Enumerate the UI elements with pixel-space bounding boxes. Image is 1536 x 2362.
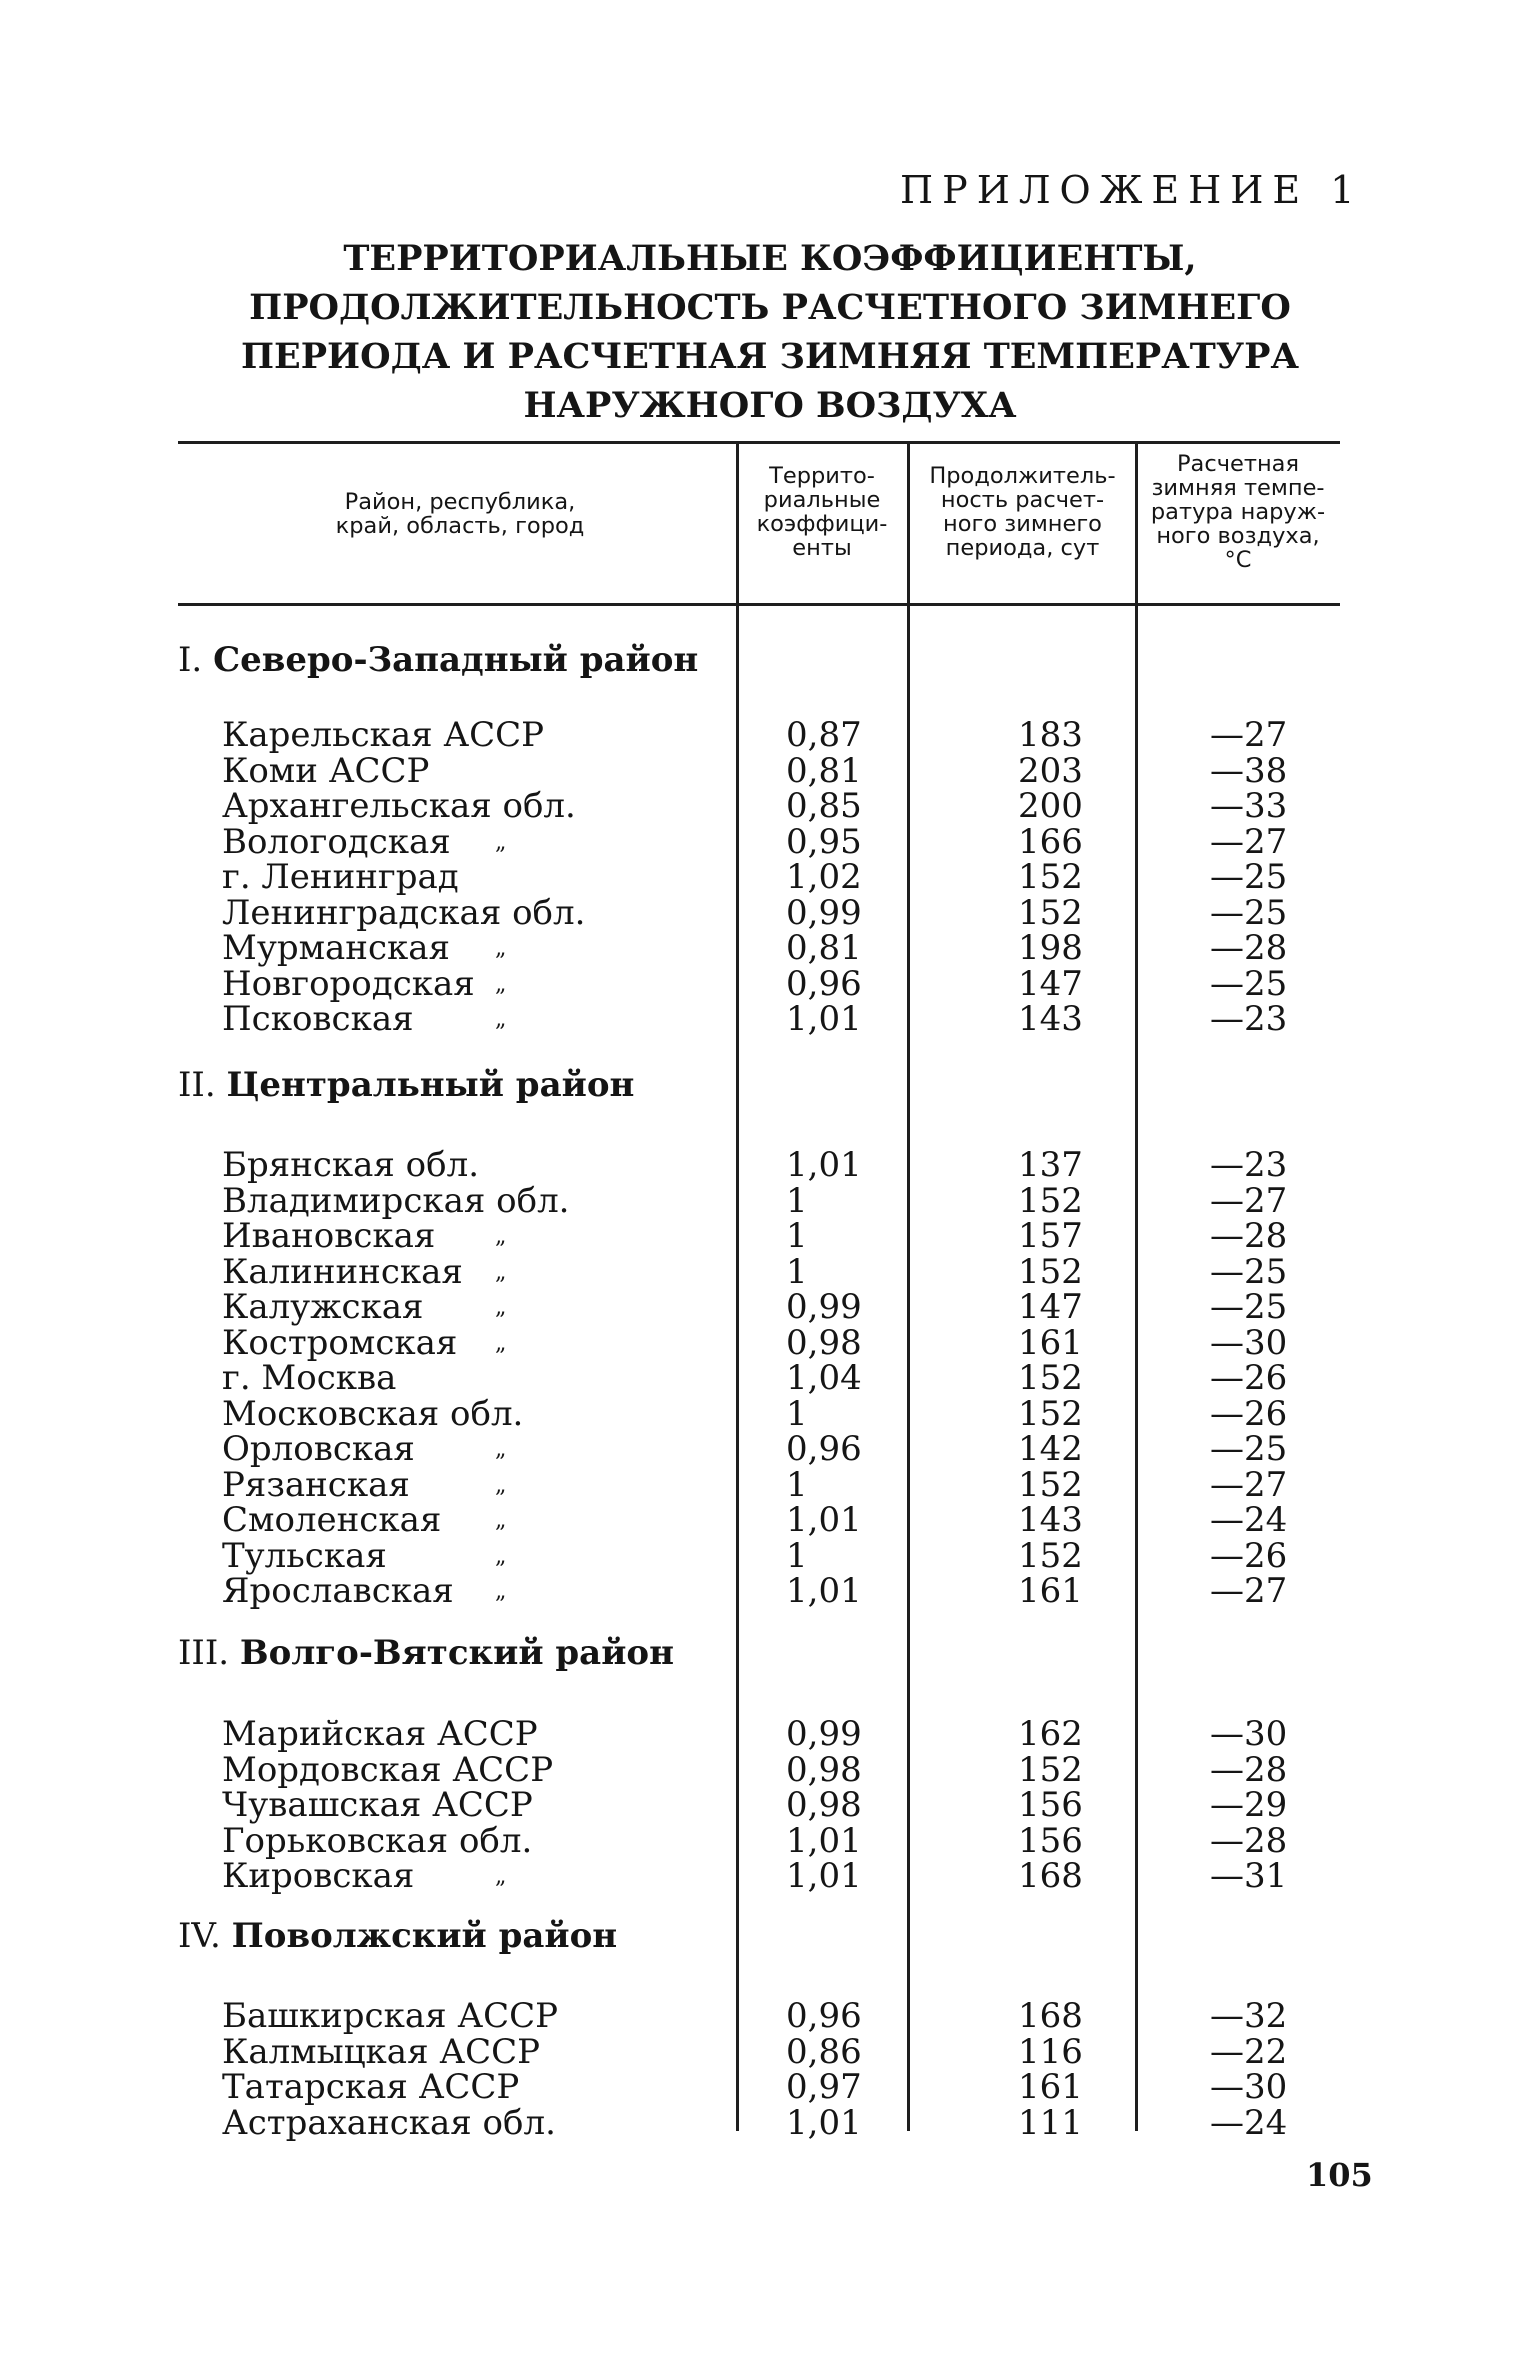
- page-title: [170, 234, 1370, 430]
- temperature-cell: —30: [1210, 1714, 1288, 1754]
- temperature-cell: —33: [1210, 786, 1288, 826]
- coefficient-cell: 0,81: [786, 928, 862, 968]
- table-row: Карельская АССР 0,87 183 —27: [222, 715, 1288, 755]
- region-name-cell: Ленинградская обл.: [222, 892, 586, 933]
- region-name-cell: Псковская: [222, 999, 414, 1039]
- temperature-cell: —27: [1210, 1571, 1288, 1611]
- coefficient-cell: 1,01: [786, 1500, 862, 1540]
- region-name-cell: Ярославская: [222, 1571, 454, 1611]
- temperature-cell: —38: [1210, 750, 1288, 791]
- table-row: Ивановская „ 1 157 —28: [222, 1216, 1288, 1256]
- region-name-cell: Московская обл.: [222, 1393, 524, 1434]
- region-name-cell: Марийская АССР: [222, 1714, 538, 1754]
- section-name: Поволжский район: [231, 1916, 618, 1956]
- temperature-cell: —26: [1210, 1535, 1288, 1576]
- temperature-cell: —28: [1210, 1820, 1288, 1861]
- table-row: Вологодская „ 0,95 166 —27: [222, 821, 1288, 862]
- region-name-cell: Татарская АССР: [222, 2067, 520, 2107]
- section-name: Волго-Вятский район: [239, 1633, 674, 1673]
- temperature-cell: —25: [1210, 1287, 1288, 1327]
- title-line: НАРУЖНОГО ВОЗДУХА: [523, 385, 1017, 426]
- coefficient-cell: 0,85: [786, 786, 862, 826]
- ditto-mark: „: [495, 936, 507, 961]
- coefficient-cell: 1: [786, 1535, 808, 1576]
- table-row: Брянская обл. 1,01 137 —23: [222, 1145, 1288, 1185]
- ditto-mark: „: [495, 1224, 507, 1249]
- coefficient-cell: 0,81: [786, 750, 862, 791]
- ditto-mark: „: [495, 1259, 507, 1285]
- table-row: Кировская „ 1,01 168 —31: [222, 1856, 1288, 1896]
- coefficient-cell: 0,86: [786, 2031, 862, 2072]
- temperature-cell: —31: [1210, 1856, 1288, 1896]
- coefficient-cell: 0,96: [786, 1429, 862, 1469]
- region-name-cell: Владимирская обл.: [222, 1180, 570, 1221]
- temperature-cell: —25: [1210, 857, 1288, 897]
- temperature-cell: —28: [1210, 928, 1288, 968]
- table-row: Орловская „ 0,96 142 —25: [222, 1429, 1288, 1469]
- coefficient-cell: 0,98: [786, 1322, 862, 1363]
- temperature-cell: —26: [1210, 1358, 1288, 1398]
- region-name-cell: Ивановская: [222, 1216, 436, 1256]
- table-row: г. Москва 1,04 152 —26: [222, 1358, 1288, 1398]
- temperature-cell: —25: [1210, 1251, 1288, 1292]
- table-header-rule: [178, 603, 1340, 606]
- table-row: Московская обл. 1 152 —26: [222, 1393, 1288, 1434]
- temperature-cell: —27: [1210, 715, 1288, 755]
- temperature-cell: —24: [1210, 2102, 1288, 2143]
- table-row: Мордовская АССР 0,98 152 —28: [222, 1749, 1288, 1790]
- section-name: Центральный район: [226, 1065, 635, 1105]
- temperature-cell: —22: [1210, 2031, 1288, 2072]
- coefficient-cell: 0,99: [786, 1714, 862, 1754]
- page-number: 105: [1306, 2156, 1373, 2194]
- temperature-cell: —25: [1210, 1429, 1288, 1469]
- table-row: Архангельская обл. 0,85 200 —33: [222, 786, 1288, 826]
- table-row: Башкирская АССР 0,96 168 —32: [222, 1996, 1288, 2036]
- coefficient-cell: 1,01: [786, 1145, 862, 1185]
- temperature-cell: —24: [1210, 1500, 1288, 1540]
- coefficient-cell: 1,01: [786, 999, 862, 1039]
- table-row: Калужская „ 0,99 147 —25: [222, 1287, 1288, 1327]
- region-name-cell: Коми АССР: [222, 750, 430, 791]
- coefficient-cell: 1: [786, 1464, 808, 1505]
- region-name-cell: Вологодская: [222, 821, 451, 862]
- table-row: Костромская „ 0,98 161 —30: [222, 1322, 1288, 1363]
- ditto-mark: „: [495, 1472, 507, 1498]
- region-name-cell: Тульская: [222, 1535, 387, 1576]
- region-name-cell: Кировская: [222, 1856, 415, 1896]
- table-row: Марийская АССР 0,99 162 —30: [222, 1714, 1288, 1754]
- table-row: Калининская „ 1 152 —25: [222, 1251, 1288, 1292]
- temperature-cell: —23: [1210, 1145, 1288, 1185]
- region-name-cell: Смоленская: [222, 1500, 442, 1540]
- table-row: Владимирская обл. 1 152 —27: [222, 1180, 1288, 1221]
- region-name-cell: Костромская: [222, 1322, 458, 1363]
- table-row: Новгородская „ 0,96 147 —25: [222, 963, 1288, 1004]
- temperature-cell: —30: [1210, 1322, 1288, 1363]
- header-duration: Продолжитель- ность расчет- ного зимнего периода, сут: [929, 463, 1116, 561]
- section-number: I.: [178, 640, 203, 680]
- header-region: Район, республика, край, область, город: [335, 489, 585, 539]
- region-name-cell: Калужская: [222, 1287, 424, 1327]
- region-name-cell: Брянская обл.: [222, 1145, 480, 1185]
- temperature-cell: —25: [1210, 892, 1288, 933]
- section-heading: [178, 1916, 617, 1956]
- section-number: III.: [178, 1633, 230, 1673]
- coefficient-cell: 0,98: [786, 1749, 862, 1790]
- temperature-cell: —23: [1210, 999, 1288, 1039]
- temperature-cell: —27: [1210, 1180, 1288, 1221]
- coefficient-cell: 1: [786, 1216, 808, 1256]
- region-name-cell: Мурманская: [222, 928, 450, 968]
- region-name-cell: г. Ленинград: [222, 857, 459, 897]
- table-row: Коми АССР 0,81 203 —38: [222, 750, 1288, 791]
- coefficient-cell: 1,04: [786, 1358, 862, 1398]
- ditto-mark: „: [495, 1295, 507, 1320]
- temperature-cell: —27: [1210, 1464, 1288, 1505]
- coefficient-cell: 0,99: [786, 1287, 862, 1327]
- appendix-label: ПРИЛОЖЕНИЕ 1: [900, 168, 1364, 212]
- section-heading: [178, 1633, 674, 1673]
- temperature-cell: —29: [1210, 1785, 1288, 1825]
- region-name-cell: Архангельская обл.: [222, 786, 576, 826]
- region-name-cell: Чувашская АССР: [222, 1785, 533, 1825]
- region-name-cell: Орловская: [222, 1429, 415, 1469]
- region-name-cell: г. Москва: [222, 1358, 397, 1398]
- coefficient-cell: 0,96: [786, 963, 862, 1004]
- coefficient-cell: 1,01: [786, 1571, 862, 1611]
- temperature-cell: —28: [1210, 1749, 1288, 1790]
- table-row: Ярославская „ 1,01 161 —27: [222, 1571, 1288, 1611]
- coefficient-cell: 0,97: [786, 2067, 862, 2107]
- coefficient-cell: 0,87: [786, 715, 862, 755]
- table-row: Чувашская АССР 0,98 156 —29: [222, 1785, 1288, 1825]
- coefficient-cell: 0,99: [786, 892, 862, 933]
- section-name: Северо-Западный район: [213, 640, 699, 680]
- table-row: г. Ленинград 1,02 152 —25: [222, 857, 1288, 897]
- ditto-mark: „: [495, 971, 507, 997]
- ditto-mark: „: [495, 1508, 507, 1533]
- coefficient-cell: 0,96: [786, 1996, 862, 2036]
- ditto-mark: „: [495, 829, 507, 855]
- title-line: ПРОДОЛЖИТЕЛЬНОСТЬ РАСЧЕТНОГО ЗИМНЕГО: [249, 287, 1291, 328]
- coefficient-cell: 0,98: [786, 1785, 862, 1825]
- coefficient-cell: 1,02: [786, 857, 862, 897]
- section-heading: [178, 640, 698, 680]
- table-row: Горьковская обл. 1,01 156 —28: [222, 1820, 1288, 1861]
- table-row: Татарская АССР 0,97 161 —30: [222, 2067, 1288, 2107]
- region-name-cell: Горьковская обл.: [222, 1820, 533, 1861]
- coefficient-cell: 1,01: [786, 2102, 862, 2143]
- region-name-cell: Карельская АССР: [222, 715, 545, 755]
- region-name-cell: Астраханская обл.: [222, 2102, 556, 2143]
- coefficient-cell: 1: [786, 1251, 808, 1292]
- table-row: Рязанская „ 1 152 —27: [222, 1464, 1288, 1505]
- temperature-cell: —30: [1210, 2067, 1288, 2107]
- table-row: Калмыцкая АССР 0,86 116 —22: [222, 2031, 1288, 2072]
- coefficient-cell: 1,01: [786, 1856, 862, 1896]
- coefficient-cell: 1: [786, 1180, 808, 1221]
- temperature-cell: —32: [1210, 1996, 1288, 2036]
- ditto-mark: „: [495, 1007, 507, 1032]
- region-name-cell: Калмыцкая АССР: [222, 2031, 540, 2072]
- region-name-cell: Новгородская: [222, 963, 475, 1004]
- header-temp: Расчетная зимняя темпе- ратура наруж- ного воздуха, °С: [1150, 451, 1326, 573]
- table-row: Мурманская „ 0,81 198 —28: [222, 928, 1288, 968]
- coefficient-cell: 1,01: [786, 1820, 862, 1861]
- temperature-cell: —26: [1210, 1393, 1288, 1434]
- table-top-rule: [178, 441, 1340, 444]
- header-coef: Террито- риальные коэффици- енты: [756, 463, 888, 561]
- ditto-mark: „: [495, 1437, 507, 1462]
- table-row: Астраханская обл. 1,01 111 —24: [222, 2102, 1288, 2143]
- table-row: Смоленская „ 1,01 143 —24: [222, 1500, 1288, 1540]
- temperature-cell: —27: [1210, 821, 1288, 862]
- coefficient-cell: 0,95: [786, 821, 862, 862]
- region-name-cell: Башкирская АССР: [222, 1996, 559, 2036]
- region-name-cell: Калининская: [222, 1251, 463, 1292]
- ditto-mark: „: [495, 1543, 507, 1569]
- region-name-cell: Рязанская: [222, 1464, 410, 1505]
- temperature-cell: —28: [1210, 1216, 1288, 1256]
- temperature-cell: —25: [1210, 963, 1288, 1004]
- ditto-mark: „: [495, 1579, 507, 1604]
- section-number: IV.: [178, 1916, 221, 1956]
- region-name-cell: Мордовская АССР: [222, 1749, 554, 1790]
- section-number: II.: [178, 1065, 216, 1105]
- table-row: Псковская „ 1,01 143 —23: [222, 999, 1288, 1039]
- table-row: Ленинградская обл. 0,99 152 —25: [222, 892, 1288, 933]
- ditto-mark: „: [495, 1864, 507, 1889]
- section-heading: [178, 1065, 634, 1105]
- table-row: Тульская „ 1 152 —26: [222, 1535, 1288, 1576]
- title-line: ПЕРИОДА И РАСЧЕТНАЯ ЗИМНЯЯ ТЕМПЕРАТУРА: [241, 336, 1299, 377]
- ditto-mark: „: [495, 1330, 507, 1356]
- coefficient-cell: 1: [786, 1393, 808, 1434]
- title-line: ТЕРРИТОРИАЛЬНЫЕ КОЭФФИЦИЕНТЫ,: [343, 238, 1197, 279]
